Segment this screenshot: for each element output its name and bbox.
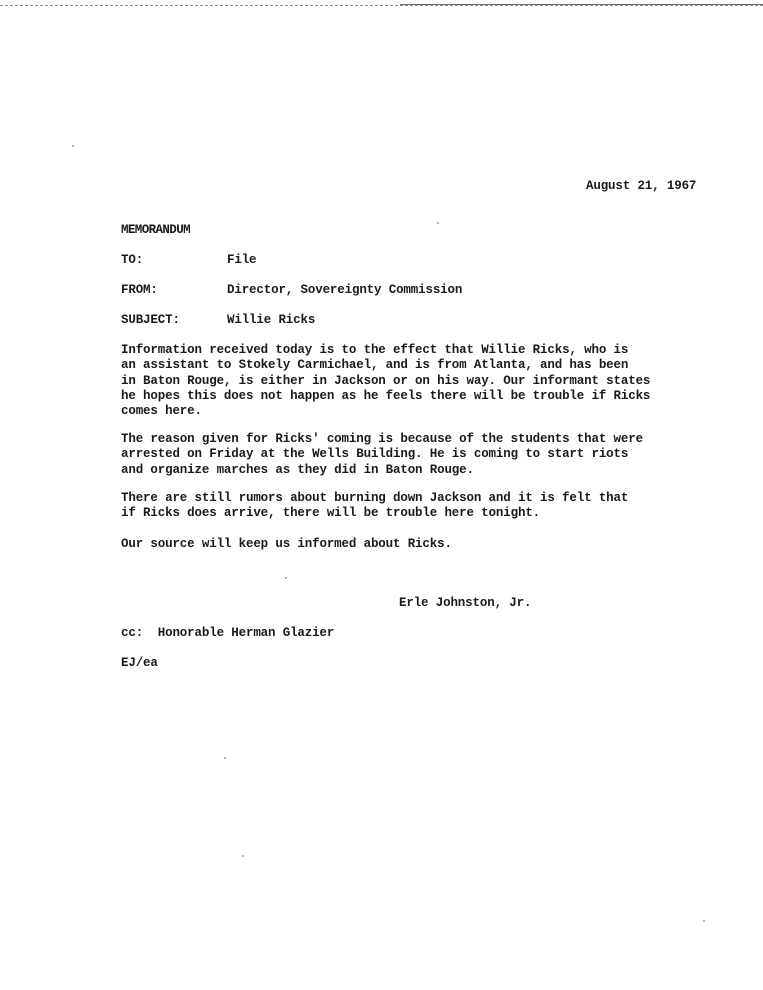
- scan-speck: [224, 757, 226, 759]
- page-top-rule: [400, 4, 763, 5]
- from-label: FROM:: [121, 283, 158, 297]
- scan-speck: [437, 222, 439, 224]
- subject-value: Willie Ricks: [227, 313, 316, 327]
- to-label: TO:: [121, 253, 144, 267]
- memo-heading: MEMORANDUM: [121, 223, 191, 237]
- body-paragraph-4: Our source will keep us informed about Ricks.: [121, 537, 452, 551]
- page-top-edge: [0, 0, 763, 6]
- signature-name: Erle Johnston, Jr.: [399, 596, 532, 610]
- typist-initials: EJ/ea: [121, 656, 158, 670]
- to-value: File: [227, 253, 257, 267]
- memo-date: August 21, 1967: [586, 179, 697, 193]
- subject-label: SUBJECT:: [121, 313, 180, 327]
- from-value: Director, Sovereignty Commission: [227, 283, 463, 297]
- scan-speck: [285, 577, 287, 579]
- body-paragraph-3: There are still rumors about burning down Jackson and it is felt that if Ricks does arrive, there will be trouble here tonight.: [121, 491, 629, 521]
- cc-line: cc: Honorable Herman Glazier: [121, 626, 335, 640]
- body-paragraph-2: The reason given for Ricks' coming is because of the students that were arrested on Friday at the Wells Building. He is coming to start riots and organize marches as they did in Baton Rouge.: [121, 432, 643, 477]
- scan-speck: [703, 920, 705, 922]
- body-paragraph-1: Information received today is to the effect that Willie Ricks, who is an assistant to Stokely Carmichael, and is from Atlanta, and has been in Baton Rouge, is either in Jackson or on his way. Our informant states he hopes this does not happen as he feels there will be trouble if Ricks comes here.: [121, 343, 651, 419]
- scan-speck: [242, 855, 244, 857]
- scan-speck: [72, 145, 74, 147]
